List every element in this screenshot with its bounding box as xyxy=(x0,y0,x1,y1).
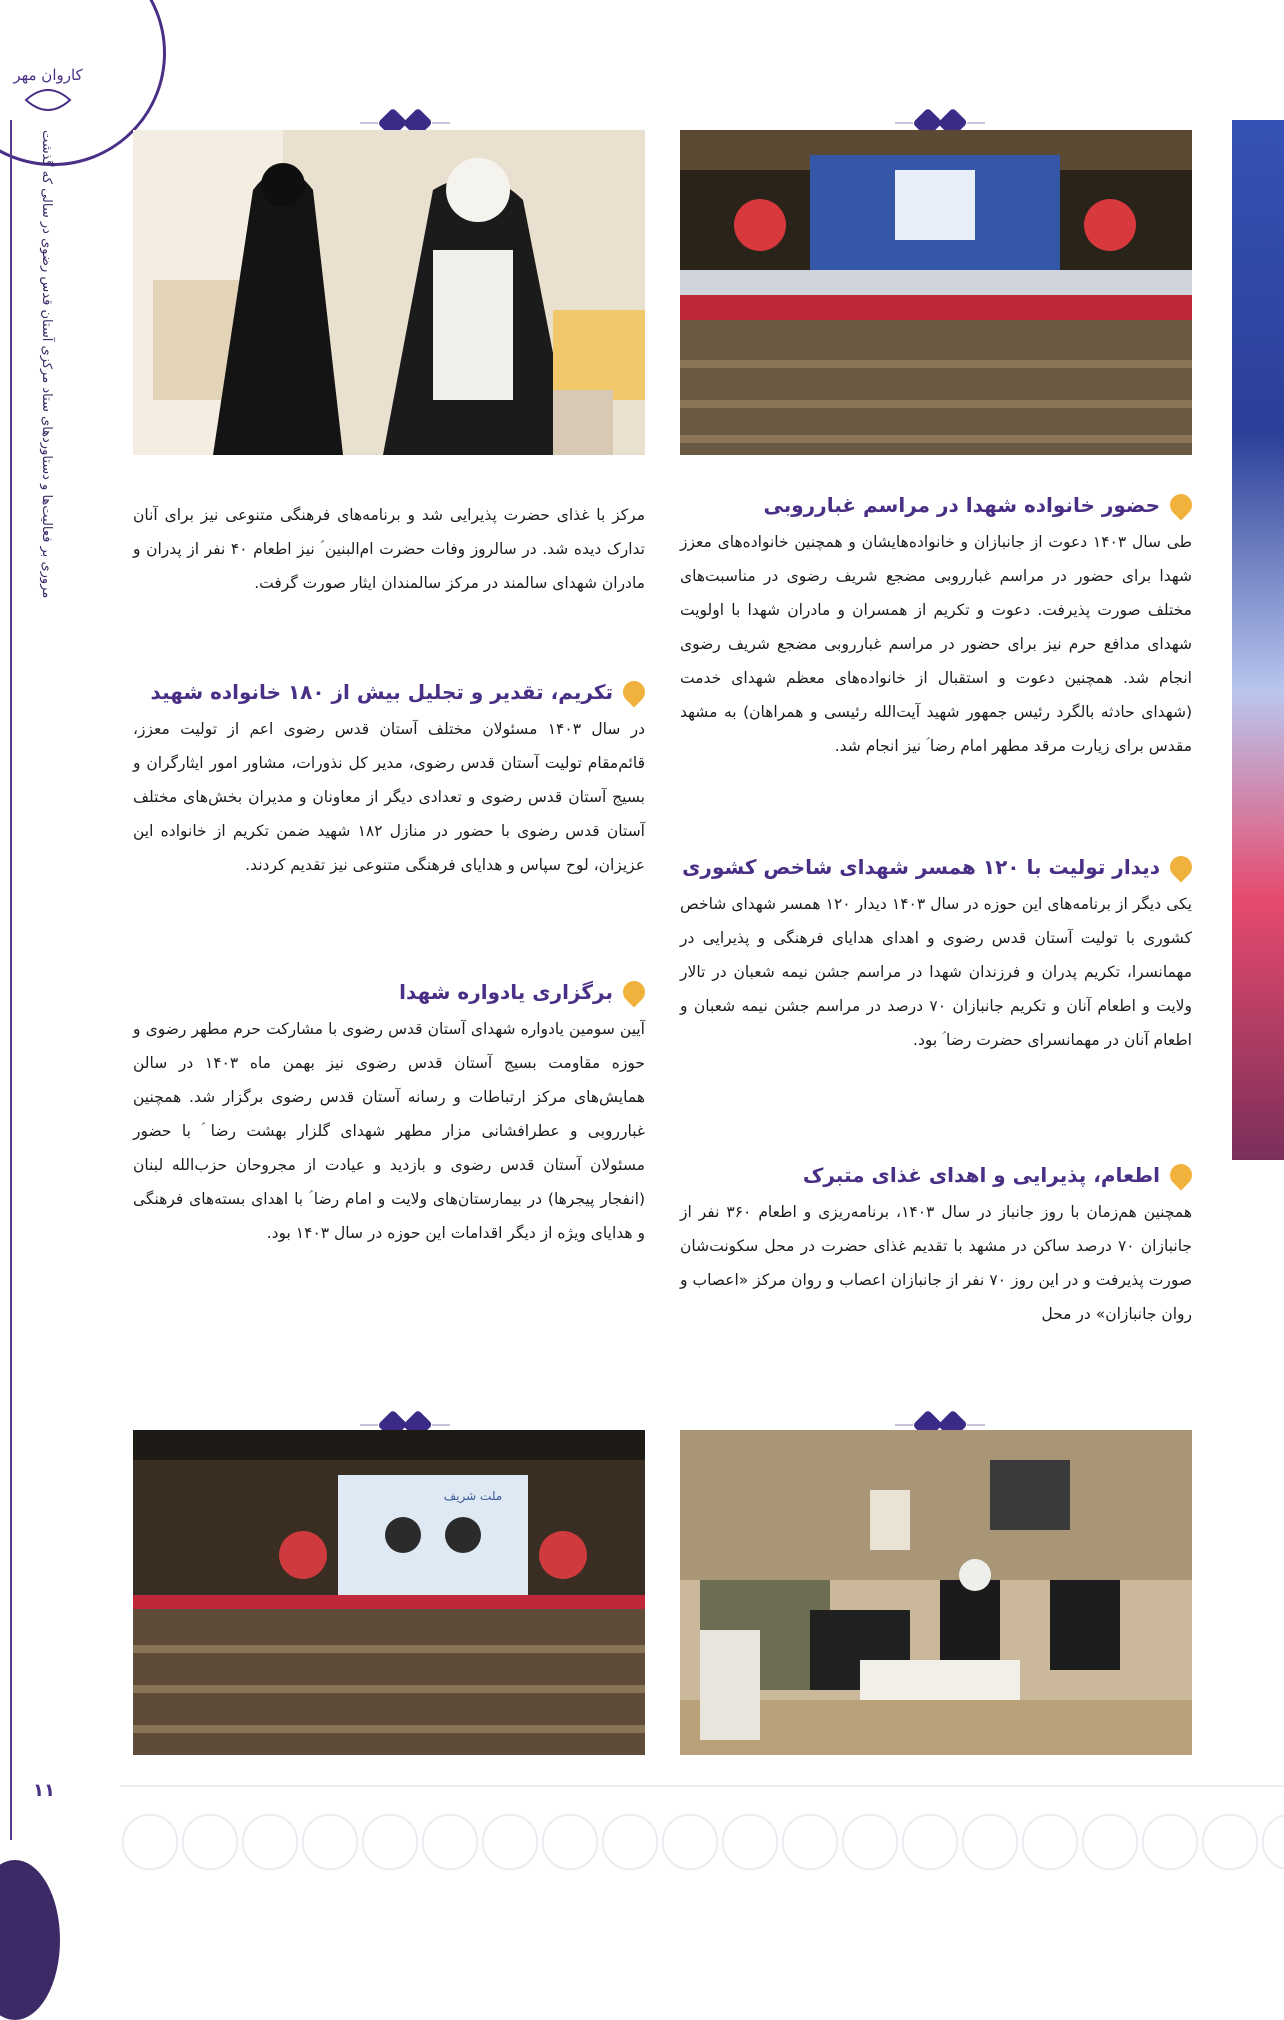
bullet-icon xyxy=(1165,851,1196,882)
article-title-text: برگزاری یادواره شهدا xyxy=(399,980,613,1004)
bullet-icon xyxy=(618,676,649,707)
article-title-text: حضور خانواده‌ شهدا در مراسم غبارروبی xyxy=(763,493,1160,517)
article-title-text: اطعام، پذیرایی و اهدای غذای متبرک xyxy=(802,1163,1160,1187)
article-title xyxy=(680,493,1192,517)
article-blessed-food-continued xyxy=(133,498,645,600)
article-body: مرکز با غذای حضرت پذیرایی شد و برنامه‌های فرهنگی متنوعی نیز برای آنان تدارک دیده شد. در سالروز وفات حضرت ام‌البنین ؑ نیز اطعام ۴۰ نفر از پدران و مادران شهدای سالمند در مرکز سالمندان ایثار صورت گرفت. xyxy=(133,506,645,592)
bullet-icon xyxy=(1165,489,1196,520)
photo-commemoration-hall xyxy=(133,1430,645,1755)
photo-stage-ceremony xyxy=(680,130,1192,455)
article-honoring-martyr-families xyxy=(133,680,645,882)
side-caption: مروری بر فعالیت‌ها و دستاوردهای ستاد مرکزی آستان قدس رضوی در سالی که گذشت xyxy=(39,130,54,599)
article-title-text: دیدار تولیت با ۱۲۰ همسر شهدای شاخص کشوری xyxy=(682,855,1160,879)
photo-gift-ceremony xyxy=(133,130,645,455)
side-rule xyxy=(10,120,12,1840)
bottom-pattern-decoration xyxy=(120,1785,1284,1897)
bullet-icon xyxy=(618,976,649,1007)
article-body: یکی دیگر از برنامه‌های این حوزه در سال ۱۴۰۳ دیدار ۱۲۰ همسر شهدای شاخص کشوری با تولیت آستان قدس رضوی و اهدای هدایای فرهنگی و پذیرایی در مهمانسرا، تکریم پدران و فرزندان شهدا در مراسم جشن نیمه شعبان در تالار ولایت و اطعام آنان و تکریم جانبازان ۷۰ درصد در مراسم جشن نیمه شعبان و اطعام آنان در مهمانسرای حضرت رضا ؑ بود. xyxy=(680,895,1192,1049)
article-martyrs-commemoration xyxy=(133,980,645,1250)
article-blessed-food xyxy=(680,1163,1192,1331)
article-body: طی سال ۱۴۰۳ دعوت از جانبازان و خانواده‌هایشان و همچنین خانواده‌های معزز شهدا برای حضور در مراسم غبارروبی مضجع شریف رضوی در مناسبت‌های مختلف صورت پذیرفت. دعوت و تکریم از همسران و مادران شهدا با اولویت شهدای مدافع حرم نیز برای حضور در مراسم غبارروبی مضجع شریف رضوی انجام شد. همچنین دعوت و استقبال از خانواده‌های معظم شهدای خدمت (شهدای حادثه بالگرد رئیس جمهور شهید آیت‌الله رئیسی و همراهان) به مشهد مقدس برای زیارت مرقد مطهر امام رضا ؑ نیز انجام شد. xyxy=(680,533,1192,755)
article-title xyxy=(680,1163,1192,1187)
right-edge-decoration xyxy=(1232,120,1284,1160)
bottom-blob-decoration xyxy=(0,1860,60,2020)
article-title xyxy=(680,855,1192,879)
article-body: آیین سومین یادواره شهدای آستان قدس رضوی با مشارکت حرم مطهر رضوی و حوزه مقاومت بسیج آستان قدس رضوی نیز بهمن ماه ۱۴۰۳ در سالن همایش‌های مرکز ارتباطات و رسانه آستان قدس رضوی برگزار شد. همچنین غبارروبی و عطرافشانی مزار مطهر شهدای گلزار بهشت رضا ؑ با حضور مسئولان آستان قدس رضوی و بازدید و عیادت از مجروحان حزب‌الله لبنان (انفجار پیجرها) در بیمارستان‌های ولایت و امام رضا ؑ با اهدای بسته‌های فرهنگی و هدایای ویژه از دیگر اقدامات این حوزه در سال ۱۴۰۳ بود. xyxy=(133,1020,645,1242)
article-title xyxy=(133,680,645,704)
article-body: در سال ۱۴۰۳ مسئولان مختلف آستان قدس رضوی اعم از تولیت معزز، قائم‌مقام تولیت آستان قدس رضوی، مدیر کل نذورات، مشاور امور ایثارگران و بسیج آستان قدس رضوی و تعدادی دیگر از معاونان و مدیران بخش‌های مختلف آستان قدس رضوی با حضور در منازل ۱۸۲ شهید ضمن تکریم از خانواده این عزیزان، لوح سپاس و هدایای فرهنگی متنوعی نیز تقدیم کردند. xyxy=(133,720,646,874)
sidebar-strip xyxy=(0,0,32,1973)
logo xyxy=(13,50,83,140)
page-number: ۱۱ xyxy=(33,1780,55,1801)
article-title xyxy=(133,980,645,1004)
article-martyr-families-dust-ceremony xyxy=(680,493,1192,763)
photo-family-visit xyxy=(680,1430,1192,1755)
article-body: همچنین هم‌زمان با روز جانباز در سال ۱۴۰۳، برنامه‌ریزی و اطعام ۳۶۰ نفر از جانبازان ۷۰ درصد ساکن در مشهد با تقدیم غذای حضرت در محل سکونت‌شان صورت پذیرفت و در این روز ۷۰ نفر از جانبازان اعصاب و روان مرکز «اعصاب و روان جانبازان» در محل xyxy=(680,1203,1192,1323)
article-title-text: تکریم، تقدیر و تجلیل بیش از ۱۸۰ خانواده شهید xyxy=(150,680,613,704)
bullet-icon xyxy=(1165,1159,1196,1190)
banner-text: ملت شریف xyxy=(443,1489,503,1503)
article-meeting-martyr-spouses xyxy=(680,855,1192,1057)
logo-text: کاروان مهر xyxy=(13,66,83,84)
